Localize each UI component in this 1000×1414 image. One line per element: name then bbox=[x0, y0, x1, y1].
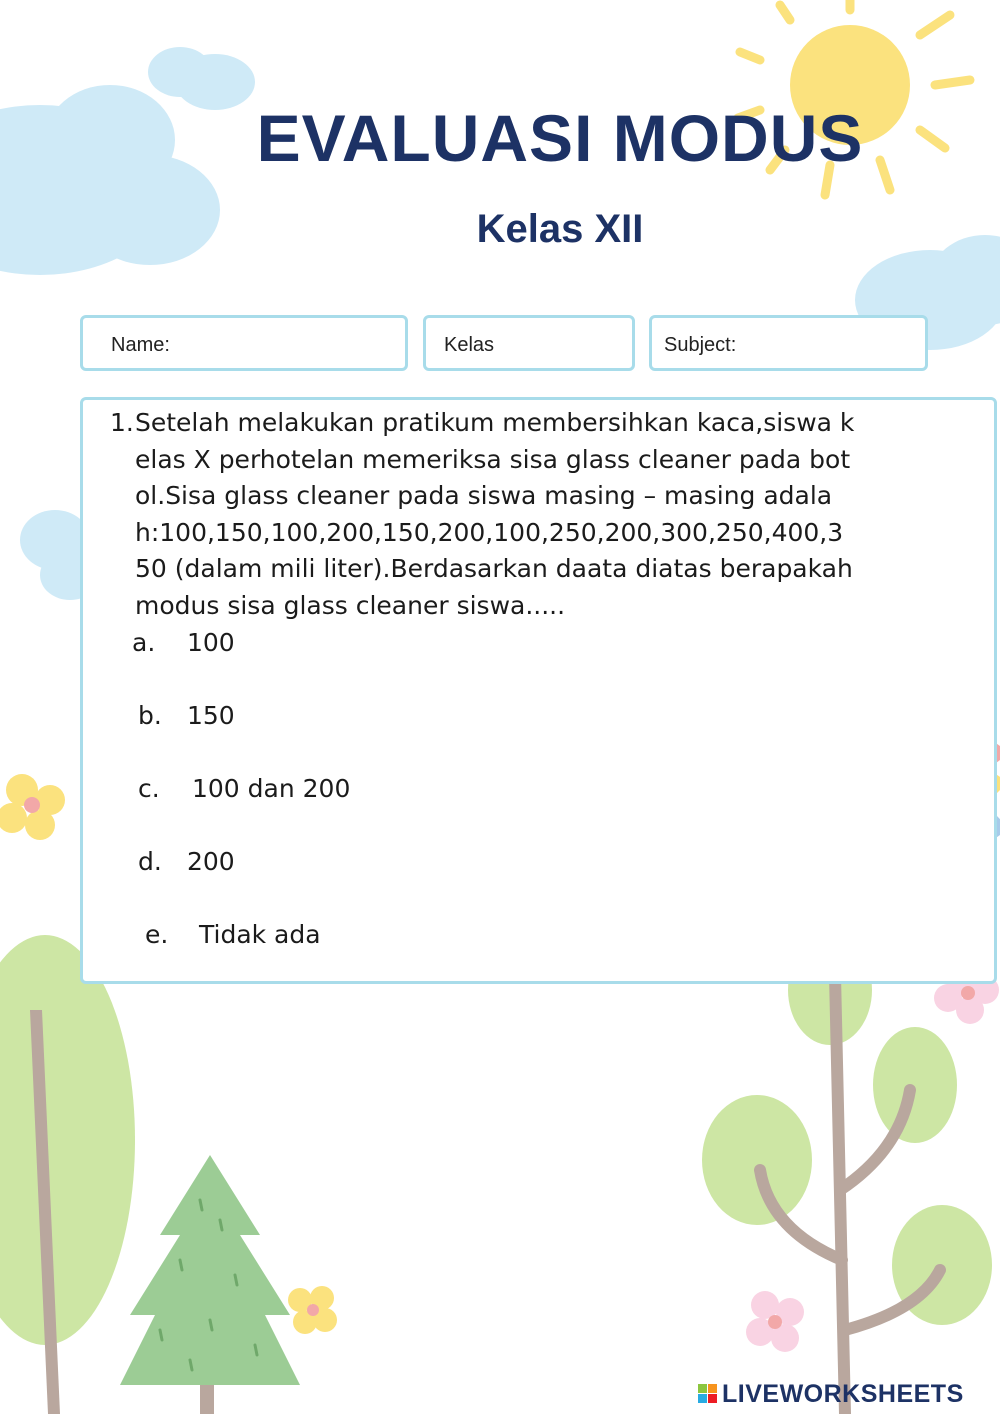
tree-icon bbox=[0, 935, 135, 1414]
flower-icon bbox=[0, 774, 65, 840]
pine-tree-icon bbox=[120, 1155, 300, 1414]
option-e[interactable]: Tidak ada bbox=[199, 920, 321, 949]
option-c[interactable]: 100 dan 200 bbox=[192, 774, 351, 803]
option-a[interactable]: 100 bbox=[187, 628, 235, 657]
flower-icon bbox=[288, 1286, 337, 1334]
liveworksheets-logo-icon bbox=[698, 1384, 717, 1403]
question-text: Setelah melakukan pratikum membersihkan kaca,siswa kelas X perhotelan memeriksa sisa glass cleaner pada botol.Sisa glass cleaner pada siswa masing – masing adalah:100,150,100,200,150,200,100,250,200,300,250,400,350 (dalam mili liter).Berdasarkan daata diatas berapakah modus sisa glass cleaner siswa..... bbox=[135, 408, 855, 620]
page-title: EVALUASI MODUS bbox=[256, 101, 864, 175]
option-a-letter: a. bbox=[132, 628, 156, 657]
class-field-label: Kelas bbox=[444, 334, 495, 356]
option-d[interactable]: 200 bbox=[187, 847, 235, 876]
class-field[interactable] bbox=[423, 315, 635, 371]
name-field-label: Name: bbox=[111, 334, 170, 356]
option-e-letter: e. bbox=[145, 920, 169, 949]
option-c-letter: c. bbox=[138, 774, 160, 803]
option-b-letter: b. bbox=[138, 701, 162, 730]
question-number: 1. bbox=[110, 408, 134, 437]
brand-footer: LIVEWORKSHEETS bbox=[722, 1380, 964, 1408]
option-d-letter: d. bbox=[138, 847, 162, 876]
flower-icon bbox=[746, 1291, 804, 1352]
subject-field-label: Subject: bbox=[664, 334, 737, 356]
subject-field[interactable] bbox=[649, 315, 928, 371]
option-b[interactable]: 150 bbox=[187, 701, 235, 730]
page-subtitle: Kelas XII bbox=[476, 207, 644, 251]
name-field[interactable] bbox=[80, 315, 408, 371]
